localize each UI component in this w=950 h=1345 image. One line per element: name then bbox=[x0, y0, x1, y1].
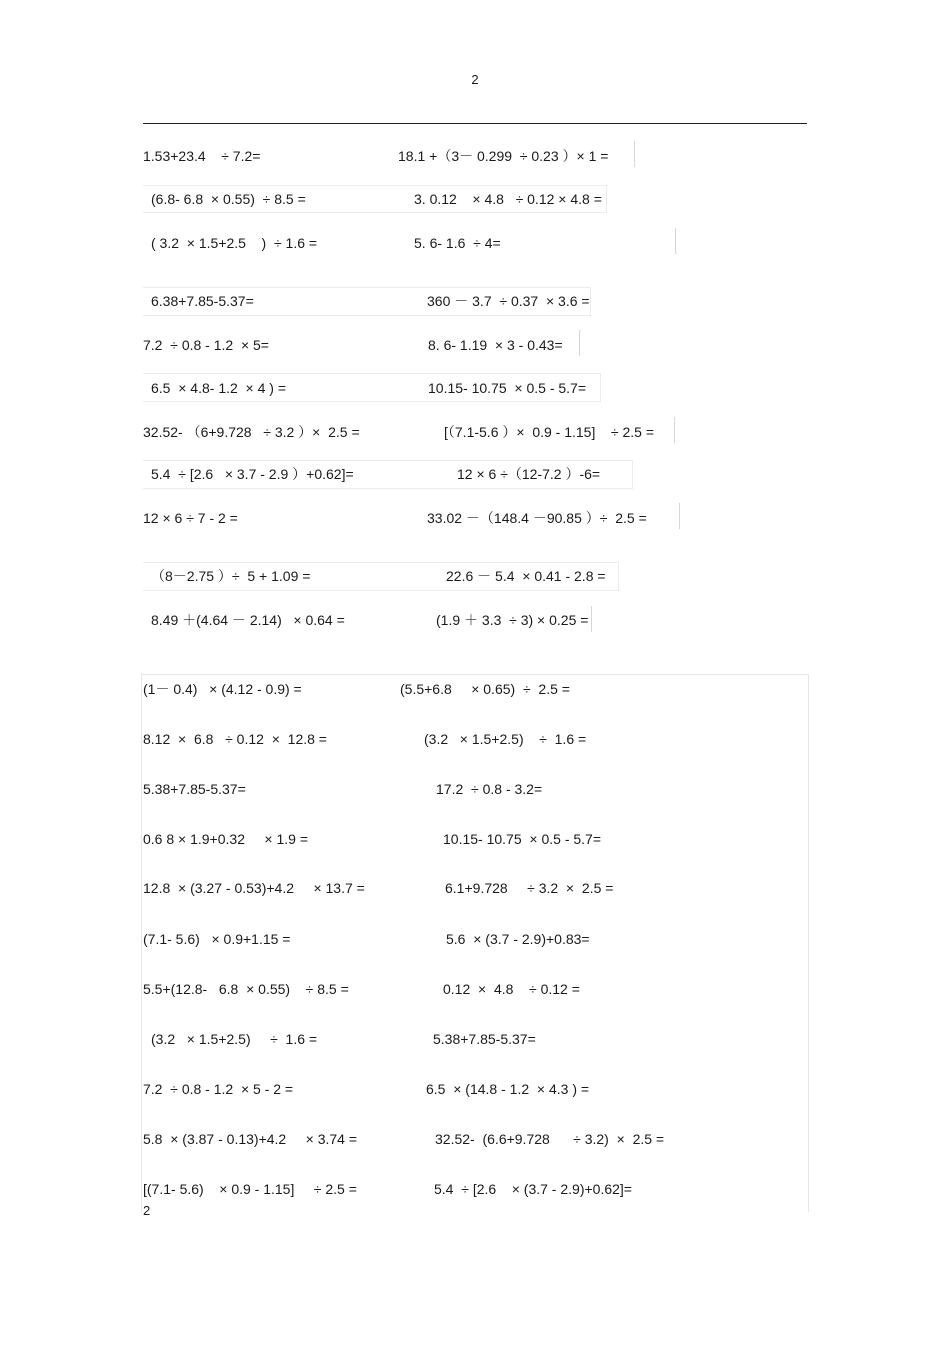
problem-left: 5.5+(12.8- 6.8 × 0.55) ÷ 8.5 = bbox=[143, 981, 349, 997]
exercise-row bbox=[0, 828, 950, 850]
exercise-row bbox=[0, 377, 950, 399]
problem-right: 22.6 － 5.4 × 0.41 - 2.8 = bbox=[446, 568, 606, 584]
exercise-row bbox=[0, 928, 950, 950]
problem-left: 5.8 × (3.87 - 0.13)+4.2 × 3.74 = bbox=[143, 1131, 358, 1147]
problem-right: 3. 0.12 × 4.8 ÷ 0.12 × 4.8 = bbox=[414, 191, 602, 207]
problem-right: 8. 6- 1.19 × 3 - 0.43= bbox=[428, 337, 563, 353]
exercise-row bbox=[0, 1128, 950, 1150]
problem-left: 6.38+7.85-5.37= bbox=[151, 293, 254, 309]
exercise-row bbox=[0, 609, 950, 631]
problem-left: 7.2 ÷ 0.8 - 1.2 × 5= bbox=[143, 337, 269, 353]
problem-right: 12 × 6 ÷（12-7.2 ）-6= bbox=[457, 466, 601, 482]
exercise-row bbox=[0, 877, 950, 899]
exercise-row bbox=[0, 1078, 950, 1100]
exercise-row bbox=[0, 188, 950, 210]
exercise-row bbox=[0, 678, 950, 700]
exercise-row bbox=[0, 463, 950, 485]
page-number-top: 2 bbox=[471, 72, 479, 87]
problem-right: 6.5 × (14.8 - 1.2 × 4.3 ) = bbox=[426, 1081, 590, 1097]
problem-right: 10.15- 10.75 × 0.5 - 5.7= bbox=[428, 380, 587, 396]
problem-right: (3.2 × 1.5+2.5) ÷ 1.6 = bbox=[424, 731, 587, 747]
problem-left: 8.49 ＋(4.64 － 2.14) × 0.64 = bbox=[151, 612, 345, 628]
exercise-row bbox=[0, 978, 950, 1000]
problem-right: 5.4 ÷ [2.6 × (3.7 - 2.9)+0.62]= bbox=[434, 1181, 632, 1197]
exercise-row bbox=[0, 334, 950, 356]
problem-left: 12.8 × (3.27 - 0.53)+4.2 × 13.7 = bbox=[143, 880, 365, 896]
exercise-row bbox=[0, 421, 950, 443]
exercise-row bbox=[0, 232, 950, 254]
header-rule bbox=[143, 123, 807, 124]
problem-left: 5.38+7.85-5.37= bbox=[143, 781, 246, 797]
problem-left: （8－2.75 ）÷ 5 + 1.09 = bbox=[151, 568, 311, 584]
problem-left: 1.53+23.4 ÷ 7.2= bbox=[143, 148, 261, 164]
exercise-row bbox=[0, 1028, 950, 1050]
exercise-row bbox=[0, 145, 950, 167]
problem-right: 33.02 －（148.4 －90.85 ）÷ 2.5 = bbox=[427, 510, 647, 526]
problem-left: 7.2 ÷ 0.8 - 1.2 × 5 - 2 = bbox=[143, 1081, 294, 1097]
exercise-row bbox=[0, 778, 950, 800]
problem-left: [(7.1- 5.6) × 0.9 - 1.15] ÷ 2.5 = bbox=[143, 1181, 357, 1197]
problem-right: [（7.1-5.6 ）× 0.9 - 1.15] ÷ 2.5 = bbox=[444, 424, 655, 440]
problem-left: (3.2 × 1.5+2.5) ÷ 1.6 = bbox=[151, 1031, 318, 1047]
problem-left: ( 3.2 × 1.5+2.5 ) ÷ 1.6 = bbox=[151, 235, 318, 251]
problem-right: 0.12 × 4.8 ÷ 0.12 = bbox=[443, 981, 580, 997]
exercise-row bbox=[0, 728, 950, 750]
problem-right: 6.1+9.728 ÷ 3.2 × 2.5 = bbox=[445, 880, 614, 896]
problem-right: (5.5+6.8 × 0.65) ÷ 2.5 = bbox=[400, 681, 570, 697]
problem-right: 10.15- 10.75 × 0.5 - 5.7= bbox=[443, 831, 602, 847]
problem-right: 5. 6- 1.6 ÷ 4= bbox=[414, 235, 501, 251]
problem-left: (1－ 0.4) × (4.12 - 0.9) = bbox=[143, 681, 302, 697]
problem-right: 360 － 3.7 ÷ 0.37 × 3.6 = bbox=[427, 293, 590, 309]
problem-right: 17.2 ÷ 0.8 - 3.2= bbox=[436, 781, 543, 797]
problem-left: (6.8- 6.8 × 0.55) ÷ 8.5 = bbox=[151, 191, 306, 207]
problem-right: 18.1 +（3－ 0.299 ÷ 0.23 ）× 1 = bbox=[398, 148, 609, 164]
exercise-row bbox=[0, 565, 950, 587]
page-number-bottom: 2 bbox=[143, 1203, 151, 1218]
problem-right: 5.6 × (3.7 - 2.9)+0.83= bbox=[446, 931, 590, 947]
problem-left: 5.4 ÷ [2.6 × 3.7 - 2.9 ）+0.62]= bbox=[151, 466, 354, 482]
problem-left: 6.5 × 4.8- 1.2 × 4 ) = bbox=[151, 380, 287, 396]
problem-right: 32.52- (6.6+9.728 ÷ 3.2) × 2.5 = bbox=[435, 1131, 665, 1147]
problem-left: 12 × 6 ÷ 7 - 2 = bbox=[143, 510, 238, 526]
exercise-row bbox=[0, 507, 950, 529]
problem-right: (1.9 ＋ 3.3 ÷ 3) × 0.25 = bbox=[436, 612, 589, 628]
problem-left: 32.52- （6+9.728 ÷ 3.2 ）× 2.5 = bbox=[143, 424, 360, 440]
problem-left: 8.12 × 6.8 ÷ 0.12 × 12.8 = bbox=[143, 731, 327, 747]
problem-left: (7.1- 5.6) × 0.9+1.15 = bbox=[143, 931, 291, 947]
exercise-row bbox=[0, 1178, 950, 1200]
exercise-row bbox=[0, 290, 950, 312]
problem-left: 0.6 8 × 1.9+0.32 × 1.9 = bbox=[143, 831, 309, 847]
problem-right: 5.38+7.85-5.37= bbox=[433, 1031, 536, 1047]
